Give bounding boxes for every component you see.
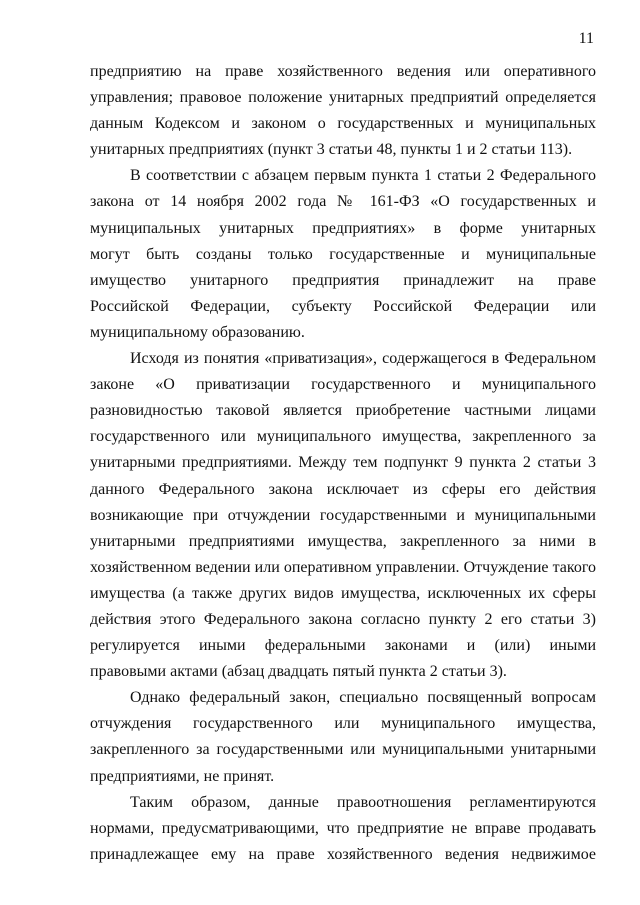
text-line: предприятиями, не принят. — [90, 767, 275, 785]
document-body — [90, 59, 596, 868]
text-line: отчуждения государственного или муниципального имущества, — [90, 715, 596, 733]
text-line: В соответствии с абзацем первым пункта 1 статьи 2 Федерального — [130, 167, 596, 185]
text-line: Исходя из понятия «приватизация», содержащегося в Федеральном — [130, 350, 596, 368]
page-number: 11 — [578, 30, 594, 47]
text-line: муниципальному образованию. — [90, 323, 305, 341]
text-line: государственного или муниципального имущества, закрепленного за — [90, 428, 596, 446]
paragraph — [90, 163, 596, 346]
paragraph — [90, 790, 596, 868]
text-line: возникающие при отчуждении государственными и муниципальными — [90, 506, 596, 524]
text-line: Однако федеральный закон, специально посвященный вопросам — [130, 689, 596, 707]
paragraph — [90, 59, 596, 163]
text-line: имущество унитарного предприятия принадлежит на праве — [90, 271, 596, 289]
text-line: закона от 14 ноября 2002 года № 161-ФЗ «О государственных и — [90, 193, 596, 211]
text-line: предприятию на праве хозяйственного ведения или оперативного — [90, 63, 596, 80]
text-line: законе «О приватизации государственного и муниципального — [90, 376, 596, 394]
text-line: унитарными предприятиями. Между тем подпункт 9 пункта 2 статьи 3 — [90, 454, 596, 472]
text-line: данным Кодексом и законом о государственных и муниципальных — [90, 115, 596, 133]
text-line: имущества (а также других видов имущества, исключенных их сферы — [90, 584, 596, 602]
text-line: нормами, предусматривающими, что предприятие не вправе продавать — [90, 819, 596, 837]
text-line: Российской Федерации, субъекту Российской Федерации или — [90, 297, 596, 315]
text-line: разновидностью таковой является приобретение частными лицами — [90, 402, 596, 420]
paragraph — [90, 685, 596, 789]
text-line: правовыми актами (абзац двадцать пятый пункта 2 статьи 3). — [90, 663, 507, 681]
text-line: унитарных предприятиях (пункт 3 статьи 48, пункты 1 и 2 статьи 113). — [90, 141, 573, 159]
text-line: хозяйственном ведении или оперативном управлении. Отчуждение такого — [90, 558, 596, 576]
text-line: Таким образом, данные правоотношения регламентируются — [130, 793, 596, 811]
text-line: действия этого Федерального закона согласно пункту 2 его статьи 3) — [90, 610, 596, 628]
text-line: управления; правовое положение унитарных предприятий определяется — [90, 89, 596, 107]
text-line: могут быть созданы только государственные и муниципальные — [90, 245, 596, 263]
text-line: муниципальных унитарных предприятиях» в форме унитарных — [90, 219, 596, 237]
text-line: принадлежащее ему на праве хозяйственного ведения недвижимое — [90, 845, 596, 863]
text-line: закрепленного за государственными или муниципальными унитарными — [90, 741, 596, 759]
text-line: регулируется иными федеральными законами и (или) иными — [90, 637, 596, 655]
text-line: данного Федерального закона исключает из сферы его действия — [90, 480, 596, 498]
paragraph — [90, 346, 596, 685]
text-line: унитарными предприятиями имущества, закрепленного за ними в — [90, 532, 596, 550]
